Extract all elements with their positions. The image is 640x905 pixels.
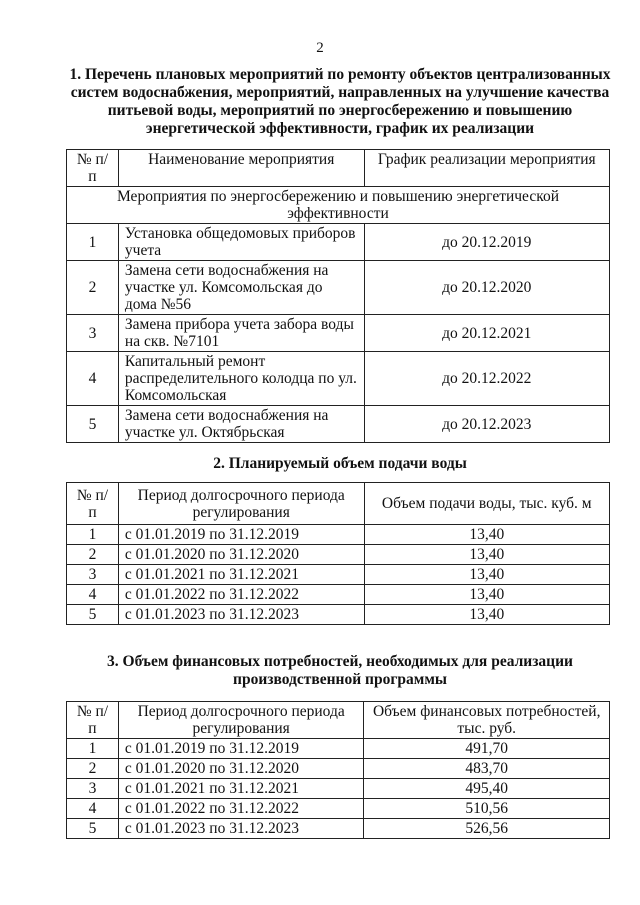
row-num: 2 (67, 261, 119, 315)
table-row (67, 525, 610, 545)
table-row (67, 585, 610, 605)
table-row (67, 224, 610, 261)
header-num: № п/п (67, 483, 119, 525)
row-num: 5 (67, 819, 119, 839)
events-table (66, 149, 610, 443)
row-period: с 01.01.2021 по 31.12.2021 (118, 779, 364, 799)
row-num: 3 (67, 315, 119, 352)
table-header-row (67, 702, 610, 739)
row-num: 4 (67, 352, 119, 406)
row-period: с 01.01.2021 по 31.12.2021 (118, 565, 364, 585)
row-value: 13,40 (364, 605, 609, 625)
table-row (67, 739, 610, 759)
row-num: 2 (67, 545, 119, 565)
row-schedule: до 20.12.2023 (364, 406, 609, 443)
row-period: с 01.01.2019 по 31.12.2019 (118, 739, 364, 759)
table-row (67, 406, 610, 443)
header-num: № п/п (67, 702, 119, 739)
section2-title: 2. Планируемый объем подачи воды (213, 455, 467, 472)
row-name: Замена сети водоснабжения на участке ул. Комсомольская до дома №56 (118, 261, 364, 315)
table-row (67, 315, 610, 352)
table-row (67, 565, 610, 585)
table-header-row (67, 150, 610, 187)
row-period: с 01.01.2023 по 31.12.2023 (118, 819, 364, 839)
row-period: с 01.01.2022 по 31.12.2022 (118, 799, 364, 819)
row-value: 13,40 (364, 565, 609, 585)
row-value: 495,40 (364, 779, 610, 799)
row-schedule: до 20.12.2020 (364, 261, 609, 315)
row-value: 491,70 (364, 739, 610, 759)
row-value: 483,70 (364, 759, 610, 779)
row-name: Установка общедомовых приборов учета (118, 224, 364, 261)
table-row (67, 799, 610, 819)
header-period: Период долгосрочного периода регулирования (118, 702, 364, 739)
section3-title: 3. Объем финансовых потребностей, необходимых для реализации производственной программы (107, 653, 573, 688)
table-row (67, 352, 610, 406)
header-value: Объем подачи воды, тыс. куб. м (364, 483, 609, 525)
table-row (67, 261, 610, 315)
row-value: 510,56 (364, 799, 610, 819)
row-period: с 01.01.2020 по 31.12.2020 (118, 759, 364, 779)
row-period: с 01.01.2023 по 31.12.2023 (118, 605, 364, 625)
row-period: с 01.01.2022 по 31.12.2022 (118, 585, 364, 605)
row-num: 4 (67, 799, 119, 819)
row-period: с 01.01.2019 по 31.12.2019 (118, 525, 364, 545)
row-name: Замена сети водоснабжения на участке ул. Октябрьская (118, 406, 364, 443)
header-period: Период долгосрочного периода регулирования (118, 483, 364, 525)
row-name: Замена прибора учета забора воды на скв. №7101 (118, 315, 364, 352)
section1-title: 1. Перечень плановых мероприятий по ремонту объектов централизованных систем водоснабжения, мероприятий, направленных на улучшение качества питьевой воды, мероприятий по энергосбережению и повышению энергетической эффективности, график их реализации (69, 66, 611, 137)
row-schedule: до 20.12.2022 (364, 352, 609, 406)
header-schedule: График реализации мероприятия (364, 150, 609, 187)
row-num: 1 (67, 224, 119, 261)
row-period: с 01.01.2020 по 31.12.2020 (118, 545, 364, 565)
row-value: 13,40 (364, 545, 609, 565)
table-row (67, 605, 610, 625)
row-num: 2 (67, 759, 119, 779)
table-row (67, 545, 610, 565)
header-num: № п/п (67, 150, 119, 187)
table-header-row (67, 483, 610, 525)
table-row (67, 759, 610, 779)
water-supply-table (66, 482, 610, 625)
header-name: Наименование мероприятия (118, 150, 364, 187)
row-num: 3 (67, 565, 119, 585)
table-row (67, 779, 610, 799)
row-value: 13,40 (364, 525, 609, 545)
row-num: 5 (67, 605, 119, 625)
row-value: 526,56 (364, 819, 610, 839)
group-label: Мероприятия по энергосбережению и повышению энергетической эффективности (67, 187, 610, 224)
group-row (67, 187, 610, 224)
page-number: 2 (316, 40, 324, 56)
row-schedule: до 20.12.2019 (364, 224, 609, 261)
header-value: Объем финансовых потребностей, тыс. руб. (364, 702, 610, 739)
row-num: 4 (67, 585, 119, 605)
row-num: 3 (67, 779, 119, 799)
row-name: Капитальный ремонт распределительного колодца по ул. Комсомольская (118, 352, 364, 406)
row-schedule: до 20.12.2021 (364, 315, 609, 352)
row-num: 1 (67, 739, 119, 759)
row-num: 1 (67, 525, 119, 545)
table-row (67, 819, 610, 839)
financial-needs-table (66, 701, 610, 839)
row-num: 5 (67, 406, 119, 443)
row-value: 13,40 (364, 585, 609, 605)
